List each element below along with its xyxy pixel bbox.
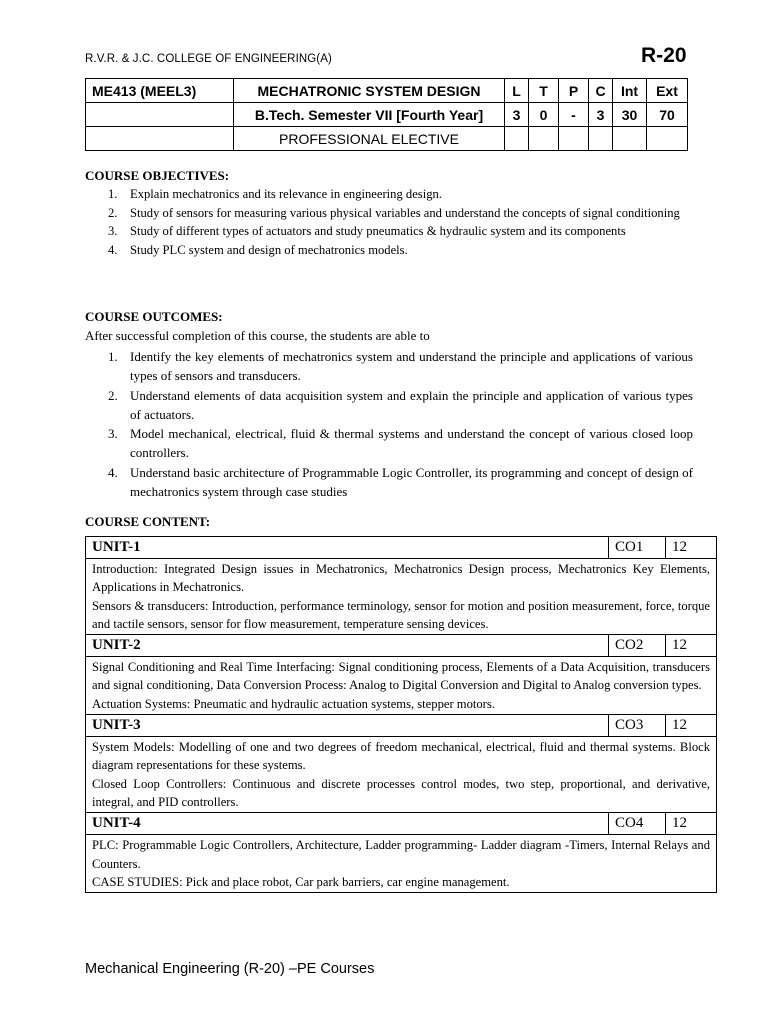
unit-description bbox=[86, 559, 717, 635]
val-c: 3 bbox=[589, 103, 613, 127]
empty-cell bbox=[647, 127, 688, 151]
unit-paragraph: Closed Loop Controllers: Continuous and discrete processes control modes, two step, proportional, and derivative, integral, and PID controllers. bbox=[92, 776, 710, 809]
val-ext: 70 bbox=[647, 103, 688, 127]
empty-cell bbox=[529, 127, 559, 151]
col-c: C bbox=[589, 79, 613, 103]
empty-cell bbox=[86, 127, 234, 151]
col-t: T bbox=[529, 79, 559, 103]
col-int: Int bbox=[613, 79, 647, 103]
empty-cell bbox=[613, 127, 647, 151]
unit-description bbox=[86, 737, 717, 813]
list-item: 3. Model mechanical, electrical, fluid & thermal systems and understand the concept of various closed loop controllers. bbox=[108, 426, 693, 461]
unit-co: CO4 bbox=[609, 813, 666, 835]
val-l: 3 bbox=[505, 103, 529, 127]
unit-hours: 12 bbox=[666, 813, 717, 835]
objectives-heading: COURSE OBJECTIVES: bbox=[85, 168, 230, 183]
objectives-list bbox=[85, 185, 693, 259]
unit-paragraph: Actuation Systems: Pneumatic and hydraulic actuation systems, stepper motors. bbox=[92, 696, 495, 711]
unit-description bbox=[86, 657, 717, 715]
objective-text: Explain mechatronics and its relevance in engineering design. bbox=[130, 187, 442, 201]
val-t: 0 bbox=[529, 103, 559, 127]
unit-title: UNIT-3 bbox=[86, 715, 609, 737]
unit-title: UNIT-4 bbox=[86, 813, 609, 835]
outcomes-heading: COURSE OUTCOMES: bbox=[85, 309, 223, 324]
course-title: MECHATRONIC SYSTEM DESIGN bbox=[234, 79, 505, 103]
outcome-text: Identify the key elements of mechatronics system and understand the principle and applications of various types of sensors and transducers. bbox=[130, 349, 693, 384]
objective-text: Study of different types of actuators and study pneumatics & hydraulic system and its components bbox=[130, 224, 626, 238]
unit-hours: 12 bbox=[666, 715, 717, 737]
content-heading: COURSE CONTENT: bbox=[85, 514, 211, 529]
unit-paragraph: Signal Conditioning and Real Time Interfacing: Signal conditioning process, Elements of a Data Acquisition, transducers and signal conditioning, Data Conversion Process: Analog to Digital Conversion and Digital to Analog conversion types. bbox=[92, 660, 710, 693]
outcomes-list bbox=[85, 347, 693, 501]
list-item: 1. Explain mechatronics and its relevance in engineering design. bbox=[108, 187, 442, 201]
outcomes-intro: After successful completion of this course, the students are able to bbox=[85, 328, 430, 343]
outcome-text: Model mechanical, electrical, fluid & thermal systems and understand the concept of various closed loop controllers. bbox=[130, 426, 693, 461]
unit-description bbox=[86, 835, 717, 893]
outcome-text: Understand basic architecture of Programmable Logic Controller, its programming and concept of design of mechatronics system through case studies bbox=[130, 464, 693, 500]
unit-hours: 12 bbox=[666, 537, 717, 559]
unit-paragraph: CASE STUDIES: Pick and place robot, Car park barriers, car engine management. bbox=[92, 874, 510, 889]
outcome-text: Understand elements of data acquisition system and explain the principle and application of various types of actuators. bbox=[130, 387, 693, 422]
empty-cell bbox=[505, 127, 529, 151]
list-item: 4. Study PLC system and design of mechatronics models. bbox=[108, 242, 408, 257]
col-ext: Ext bbox=[647, 79, 688, 103]
val-p: - bbox=[559, 103, 589, 127]
course-content-table bbox=[85, 536, 717, 893]
list-item: 1. Identify the key elements of mechatronics system and understand the principle and applications of various types of sensors and transducers. bbox=[108, 349, 693, 384]
regulation-label: R-20 bbox=[641, 44, 687, 67]
course-code: ME413 (MEEL3) bbox=[86, 79, 234, 103]
list-item: 4. Understand basic architecture of Programmable Logic Controller, its programming and concept of design of mechatronics system through case studies bbox=[108, 464, 693, 500]
list-item: 2. Understand elements of data acquisition system and explain the principle and application of various types of actuators. bbox=[108, 387, 693, 422]
objective-text: Study of sensors for measuring various physical variables and understand the concepts of signal conditioning bbox=[130, 205, 680, 220]
unit-co: CO3 bbox=[609, 715, 666, 737]
objective-text: Study PLC system and design of mechatronics models. bbox=[130, 242, 408, 257]
list-item: 2. Study of sensors for measuring various physical variables and understand the concepts of signal conditioning bbox=[108, 205, 680, 220]
course-semester: B.Tech. Semester VII [Fourth Year] bbox=[234, 103, 505, 127]
col-l: L bbox=[505, 79, 529, 103]
page-footer: Mechanical Engineering (R-20) –PE Courses bbox=[85, 961, 375, 977]
unit-hours: 12 bbox=[666, 635, 717, 657]
empty-cell bbox=[559, 127, 589, 151]
col-p: P bbox=[559, 79, 589, 103]
unit-title: UNIT-2 bbox=[86, 635, 609, 657]
val-int: 30 bbox=[613, 103, 647, 127]
unit-paragraph: Sensors & transducers: Introduction, performance terminology, sensor for motion and position measurement, force, torque and tactile sensors, sensor for flow measurement, temperature sensing devices. bbox=[92, 598, 710, 631]
unit-co: CO1 bbox=[609, 537, 666, 559]
college-name: R.V.R. & J.C. COLLEGE OF ENGINEERING(A) bbox=[85, 53, 332, 65]
unit-co: CO2 bbox=[609, 635, 666, 657]
unit-paragraph: System Models: Modelling of one and two degrees of freedom mechanical, electrical, fluid and thermal systems. Block diagram representations for these systems. bbox=[92, 740, 710, 773]
unit-title: UNIT-1 bbox=[86, 537, 609, 559]
course-info-table bbox=[85, 78, 688, 151]
list-item: 3. Study of different types of actuators and study pneumatics & hydraulic system and its components bbox=[108, 224, 626, 238]
course-category: PROFESSIONAL ELECTIVE bbox=[234, 127, 505, 151]
unit-paragraph: PLC: Programmable Logic Controllers, Architecture, Ladder programming- Ladder diagram -Timers, Internal Relays and Counters. bbox=[92, 838, 710, 871]
empty-cell bbox=[589, 127, 613, 151]
empty-cell bbox=[86, 103, 234, 127]
unit-paragraph: Introduction: Integrated Design issues in Mechatronics, Mechatronics Design process, Mechatronics Key Elements, Applications in Mechatronics. bbox=[92, 562, 710, 595]
